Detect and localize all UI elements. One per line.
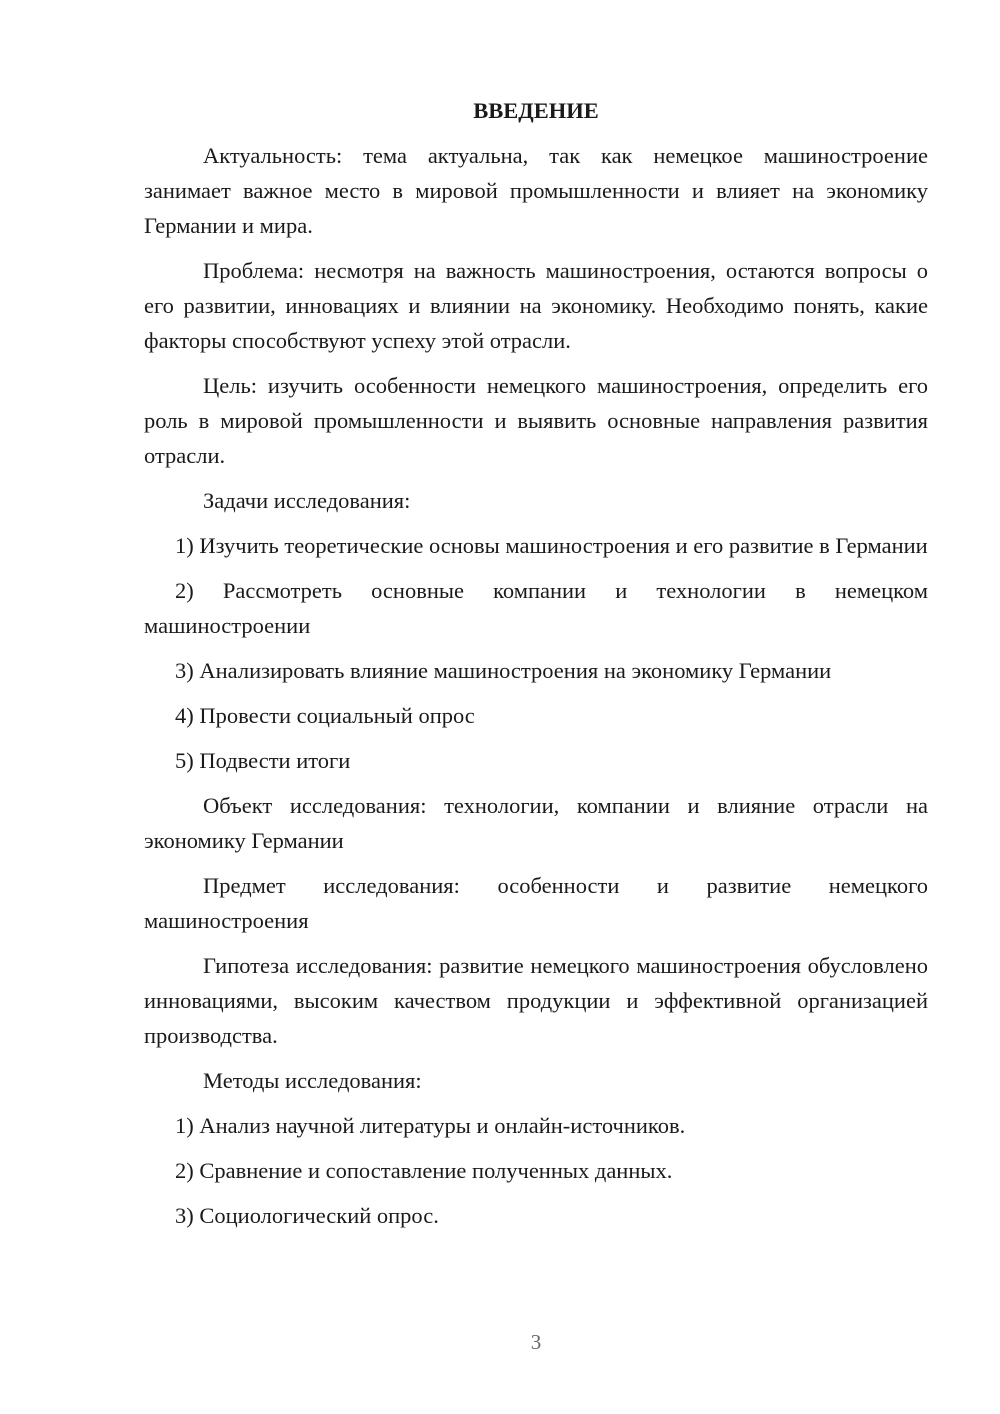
list-item-method-2: 2) Сравнение и сопоставление полученных данных. [175, 1158, 673, 1183]
paragraph-subject: Предмет исследования: особенности и развитие немецкого машиностроения [144, 873, 928, 933]
section-title: ВВЕДЕНИЕ [473, 98, 599, 123]
paragraph-problem: Проблема: несмотря на важность машиностроения, остаются вопросы о его развитии, инновациях и влиянии на экономику. Необходимо понять, какие факторы способствуют успеху этой отрасли. [144, 258, 928, 353]
list-item-task-1: 1) Изучить теоретические основы машиностроения и его развитие в Германии [175, 533, 928, 558]
paragraph-tasks-heading: Задачи исследования: [203, 488, 411, 513]
page-number: 3 [530, 1330, 542, 1354]
list-item-task-5: 5) Подвести итоги [175, 748, 351, 773]
page-content [144, 93, 928, 1243]
paragraph-hypothesis: Гипотеза исследования: развитие немецкого машиностроения обусловлено инновациями, высоким качеством продукции и эффективной организацией производства. [144, 953, 928, 1048]
list-item-task-4: 4) Провести социальный опрос [175, 703, 475, 728]
paragraph-relevance: Актуальность: тема актуальна, так как немецкое машиностроение занимает важное место в мировой промышленности и влияет на экономику Германии и мира. [144, 143, 928, 238]
list-item-method-3: 3) Социологический опрос. [175, 1203, 439, 1228]
paragraph-object: Объект исследования: технологии, компании и влияние отрасли на экономику Германии [144, 793, 928, 853]
list-item-method-1: 1) Анализ научной литературы и онлайн-источников. [175, 1113, 686, 1138]
paragraph-methods-heading: Методы исследования: [203, 1068, 422, 1093]
list-item-task-2: 2) Рассмотреть основные компании и технологии в немецком машиностроении [144, 578, 928, 638]
list-item-task-3: 3) Анализировать влияние машиностроения на экономику Германии [175, 658, 832, 683]
paragraph-goal: Цель: изучить особенности немецкого машиностроения, определить его роль в мировой промышленности и выявить основные направления развития отрасли. [144, 373, 928, 468]
